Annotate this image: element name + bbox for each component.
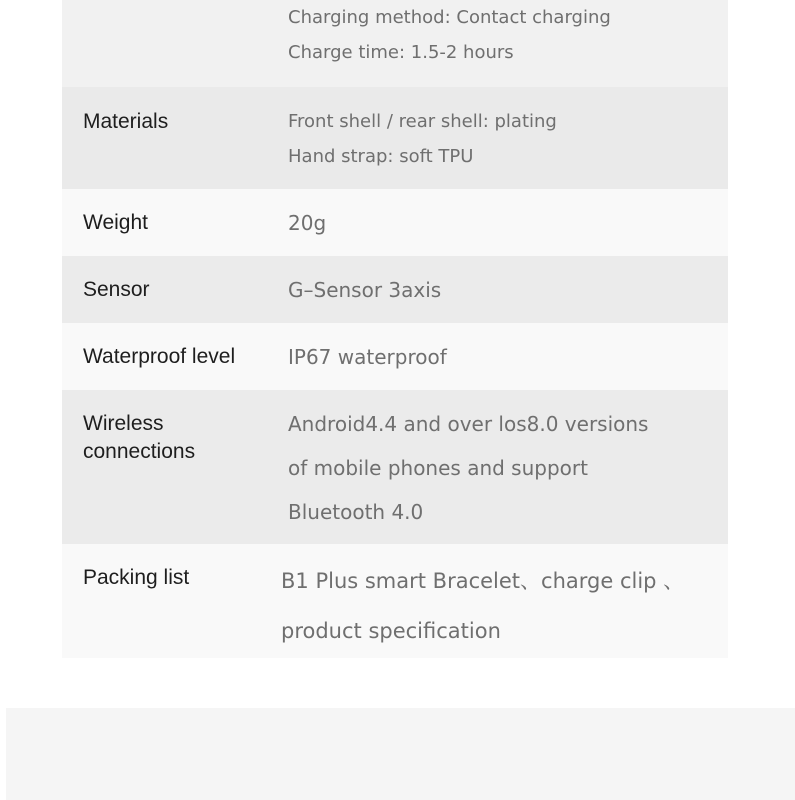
spec-row-charging: [62, 0, 728, 87]
wireless-label-line-1: Wireless: [83, 412, 164, 435]
charge-time-text: Charge time: 1.5-2 hours: [288, 42, 514, 63]
charging-method-text: Charging method: Contact charging: [288, 7, 611, 28]
spec-value-packing: [281, 556, 711, 656]
spec-row-wireless: [62, 390, 728, 544]
waterproof-text: IP67 waterproof: [288, 345, 447, 369]
spec-value-weight: [288, 201, 718, 245]
packing-text-line-2: product specification: [281, 619, 501, 643]
wireless-label-line-2: connections: [83, 440, 196, 463]
spec-label-waterproof: Waterproof level: [83, 345, 236, 368]
spec-label-sensor: Sensor: [83, 278, 150, 301]
spec-row-waterproof: [62, 323, 728, 390]
spec-label-packing: Packing list: [83, 566, 190, 589]
sensor-text: G–Sensor 3axis: [288, 278, 442, 302]
materials-shell-text: Front shell / rear shell: plating: [288, 111, 557, 132]
spec-row-packing: [62, 544, 728, 658]
wireless-text-line-1: Android4.4 and over los8.0 versions: [288, 412, 649, 436]
spec-value-wireless: [288, 402, 718, 534]
wireless-text-line-3: Bluetooth 4.0: [288, 500, 424, 524]
spec-value-sensor: [288, 268, 718, 312]
spec-label-wireless: [83, 410, 273, 466]
spec-label-materials: Materials: [83, 110, 169, 133]
materials-strap-text: Hand strap: soft TPU: [288, 146, 474, 167]
spec-row-materials: [62, 87, 728, 189]
spec-row-weight: [62, 189, 728, 256]
wireless-text-line-2: of mobile phones and support: [288, 456, 588, 480]
weight-text: 20g: [288, 211, 327, 235]
spec-value-waterproof: [288, 335, 718, 379]
spec-table: [62, 0, 728, 658]
spec-label-weight: Weight: [83, 211, 148, 234]
spec-value-materials: [288, 104, 718, 174]
spec-value-charging: [288, 0, 718, 70]
spec-row-sensor: [62, 256, 728, 323]
packing-text-line-1: B1 Plus smart Bracelet、charge clip 、: [281, 569, 685, 593]
footer-panel: [6, 708, 795, 800]
